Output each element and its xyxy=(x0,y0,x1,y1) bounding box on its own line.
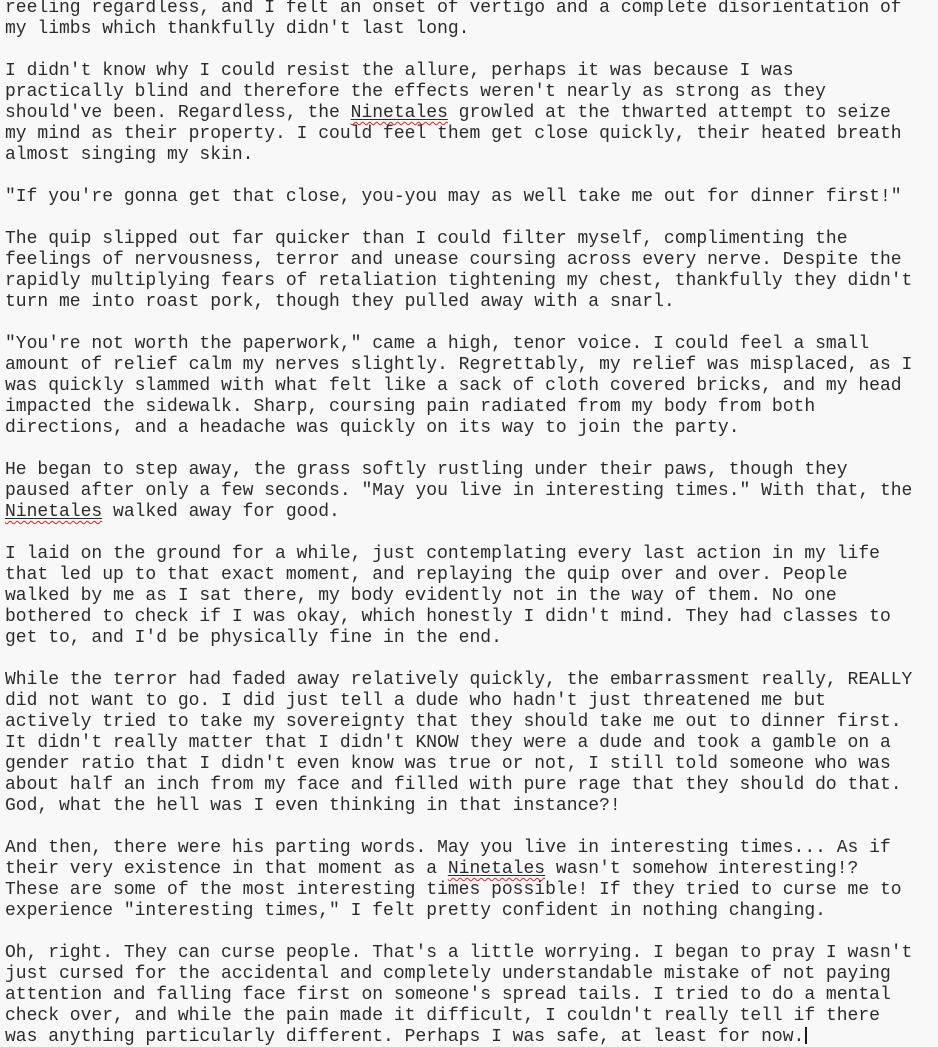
text-line: amount of relief calm my nerves slightly. Regrettably, my relief was misplaced, as I xyxy=(5,355,913,375)
text-line: The quip slipped out far quicker than I could filter myself, complimenting the xyxy=(5,229,848,249)
text-line: Oh, right. They can curse people. That's a little worrying. I began to pray I wasn't xyxy=(5,943,913,963)
text-line: It didn't really matter that I didn't KNOW they were a dude and took a gamble on a xyxy=(5,733,891,753)
text-line: practically blind and therefore the effects weren't nearly as strong as they xyxy=(5,82,826,102)
text-line: bothered to check if I was okay, which honestly I didn't mind. They had classes to xyxy=(5,607,891,627)
underlined-word xyxy=(5,502,102,522)
text-line: walked by me as I sat there, my body evidently not in the way of them. No one xyxy=(5,586,837,606)
text-line: turn me into roast pork, though they pulled away with a snarl. xyxy=(5,292,675,312)
paragraph xyxy=(5,670,934,817)
text-line: feelings of nervousness, terror and unease coursing across every nerve. Despite the xyxy=(5,250,902,270)
text-line: their very existence in that moment as a Ninetales wasn't somehow interesting!? xyxy=(5,859,859,879)
text-line: check over, and while the pain made it difficult, I couldn't really tell if there xyxy=(5,1006,880,1026)
text-line: These are some of the most interesting times possible! If they tried to curse me to xyxy=(5,880,902,900)
text-line: impacted the sidewalk. Sharp, coursing pain radiated from my body from both xyxy=(5,397,816,417)
text-line: "If you're gonna get that close, you-you may as well take me out for dinner first!" xyxy=(5,187,902,207)
text-line: my limbs which thankfully didn't last long. xyxy=(5,19,470,39)
text-cursor-caret xyxy=(805,1027,807,1044)
paragraph xyxy=(5,943,934,1047)
paragraph xyxy=(5,0,934,40)
text-line: reeling regardless, and I felt an onset of vertigo and a complete disorientation of xyxy=(5,0,902,18)
text-line: should've been. Regardless, the Ninetales growled at the thwarted attempt to seize xyxy=(5,103,891,123)
text-line: He began to step away, the grass softly rustling under their paws, though they xyxy=(5,460,848,480)
paragraph xyxy=(5,838,934,922)
text-line: gender ratio that I didn't even know was true or not, I still told someone who was xyxy=(5,754,891,774)
text-line: about half an inch from my face and filled with pure rage that they should do that. xyxy=(5,775,902,795)
text-line: get to, and I'd be physically fine in the end. xyxy=(5,628,502,648)
paragraph xyxy=(5,187,934,208)
text-line: almost singing my skin. xyxy=(5,145,254,165)
text-line: experience "interesting times," I felt pretty confident in nothing changing. xyxy=(5,901,826,921)
text-line: actively tried to take my sovereignty that they should take me out to dinner first. xyxy=(5,712,902,732)
text-line: did not want to go. I did just tell a dude who hadn't just threatened me but xyxy=(5,691,826,711)
text-line: I didn't know why I could resist the allure, perhaps it was because I was xyxy=(5,61,794,81)
story-text xyxy=(5,0,934,1047)
text-line: God, what the hell was I even thinking in that instance?! xyxy=(5,796,621,816)
paragraph xyxy=(5,61,934,166)
text-line: While the terror had faded away relatively quickly, the embarrassment really, REALLY xyxy=(5,670,913,690)
text-line: I laid on the ground for a while, just contemplating every last action in my life xyxy=(5,544,880,564)
text-line: And then, there were his parting words. May you live in interesting times... As if xyxy=(5,838,891,858)
underlined-word xyxy=(448,859,545,879)
text-line: just cursed for the accidental and completely understandable mistake of not paying xyxy=(5,964,891,984)
text-line: was quickly slammed with what felt like a sack of cloth covered bricks, and my head xyxy=(5,376,902,396)
text-line: rapidly multiplying fears of retaliation tightening my chest, thankfully they didn't xyxy=(5,271,913,291)
text-line: my mind as their property. I could feel them get close quickly, their heated breath xyxy=(5,124,902,144)
text-line: that led up to that exact moment, and replaying the quip over and over. People xyxy=(5,565,848,585)
misspelled-word: Ninetales xyxy=(447,859,546,879)
underlined-word xyxy=(351,103,448,123)
text-line: directions, and a headache was quickly on its way to join the party. xyxy=(5,418,740,438)
misspelled-word: Ninetales xyxy=(5,502,103,522)
text-line: "You're not worth the paperwork," came a high, tenor voice. I could feel a small xyxy=(5,334,870,354)
text-line: Ninetales walked away for good. xyxy=(5,502,340,522)
paragraph xyxy=(5,544,934,649)
text-line: attention and falling face first on someone's spread tails. I tried to do a mental xyxy=(5,985,891,1005)
paragraph xyxy=(5,334,934,439)
paragraph xyxy=(5,460,934,523)
text-line: paused after only a few seconds. "May you live in interesting times." With that, the xyxy=(5,481,913,501)
text-line: was anything particularly different. Perhaps I was safe, at least for now. xyxy=(5,1027,934,1047)
paragraph xyxy=(5,229,934,313)
misspelled-word: Ninetales xyxy=(350,103,448,123)
